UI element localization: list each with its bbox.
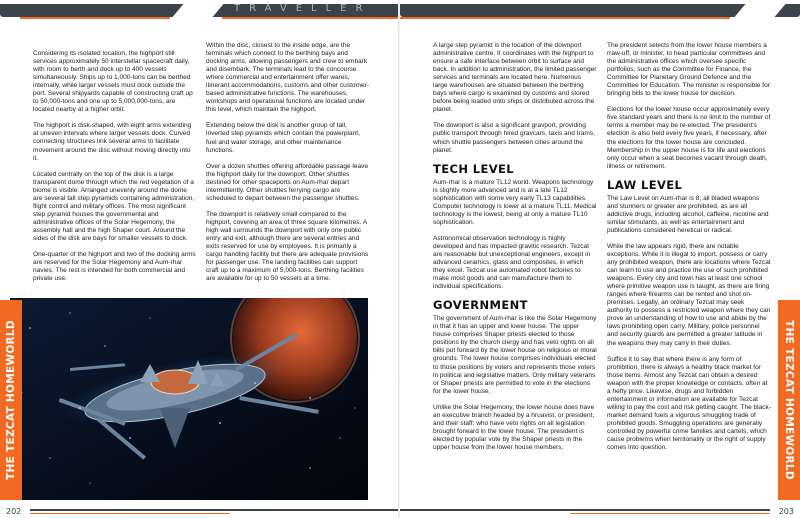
chapter-tab-label: THE TEZCAT HOMEWORLD: [783, 320, 795, 480]
chapter-tab-label: THE TEZCAT HOMEWORLD: [5, 320, 17, 480]
page-number-left: 202: [6, 507, 22, 516]
header-accent-line: [222, 17, 400, 19]
right-page-header: [400, 0, 800, 24]
section-heading-law-level: LAW LEVEL: [607, 177, 683, 192]
footer-accent-line: [570, 513, 770, 514]
space-station-art: [10, 298, 368, 500]
paragraph: The downport is also a significant gravport, providing public transport through hired gravcars, taxis and trams, which shuttle passengers between cities around the planet.: [433, 122, 595, 154]
left-page-column-2: [206, 42, 370, 291]
left-page-column-1: [33, 50, 197, 291]
paragraph: The highport is disk-shaped, with eight arms extending at uneven intervals where larger vessels dock. Curved connecting structures link several arms to facilitate movement around the disc without moving directly into it.: [33, 122, 192, 162]
right-page: [400, 0, 800, 518]
section-heading-government: GOVERNMENT: [433, 298, 528, 313]
paragraph: Over a dozen shuttles offering affordable passage leave the highport daily for the downport. Other shuttles destined for other spaceports on Aum-rhar depart intermittently. Other shuttles ferrying cargo are scheduled to depart between the passenger shuttles.: [206, 162, 369, 202]
paragraph: Unlike the Solar Hegemony, the lower house does have an executive branch headed by a hruavist, or president, and their staff; who have veto rights on all legislation brought forward in the lower house. The president is elected by popular vote by the Shaper priests in the upper house from the lower house members.: [433, 403, 595, 451]
paragraph: Within the disc, closest to the inside edge, are the terminals which connect to the berthing bays and docking arms, allowing passengers and crew to embark and disembark. The terminals lead to the concourse where commercial and entertainment offer wares, itinerant accommodations, customs and other customer-based administrative functions. The warehouses, workshops and operational functions are located under this level, which maintain the highport.: [206, 42, 370, 114]
paragraph: Located centrally on the top of the disk is a large transparent dome through which the red vegetation of a biome is visible. Arranged unevenly around the dome are several tall step pyramids containing administration, flight control and military offices. The most significant step pyramid houses the governmental and administrative offices of the Solar Hegemony, the assembly hall and the high Shaper court. Around the sides of the disk are bays for smaller vessels to dock.: [33, 170, 195, 242]
footer-accent-line: [30, 513, 230, 514]
paragraph: The Law Level on Aum-rhar is 8; all bladed weapons and stunners or greater are prohibited, as are all addictive drugs, including alcohol, caffeine, nicotine and similar stimulants, as well as entertainment and publications considered heretical or radical.: [607, 194, 769, 234]
left-page-footer: [0, 502, 400, 518]
footer-line: [400, 509, 770, 511]
paragraph: The president selects from the lower house members a rraw-uff, or minister, to head particular committees and the administrative offices which oversee specific portfolios, such as the Committee for Finance, the Committee for Planetary Ground Defence and the Committee for Education. The minister is responsible for bringing bills to the lower house for decision.: [607, 42, 770, 98]
left-page-header: [0, 0, 400, 24]
paragraph: Aum-rhar is a mature TL12 world. Weapons technology is slightly more advanced and is at a late TL12 sophistication with some very early TL13 capabilities. Computer technology is lower at a mature TL11. Medical technology is the lowest, being at only a mature TL10 sophistication.: [433, 178, 597, 226]
paragraph: One-quarter of the highport and two of the docking arms are reserved for the Solar Hegemony and Aum-rhar navies. The rest is intended for both commercial and private use.: [33, 251, 196, 283]
header-title: TRAVELLER: [234, 3, 372, 14]
chapter-side-tab-right: [778, 300, 800, 500]
header-accent-line: [400, 17, 730, 19]
paragraph: While the law appears rigid, there are notable exceptions. While it is illegal to import, possess or carry any prohibited weapon, there are locations where Tezcat can learn to use and practice the use of such prohibited weapons. Every city and town has at least one school where primitive weapon use is taught, as there are firing ranges where firearms can be rented and shot on-premises. Legally, an ordinary Tezcat may seek authority to possess a restricted weapon where they can prove an understanding of how to use and abide by the laws prohibiting open carry. Military, police personnel and security guards are permitted a greater latitude in the weapons they may carry in their duties.: [607, 242, 771, 347]
page-number-right: 203: [778, 507, 794, 516]
highport-illustration: [10, 298, 368, 500]
footer-line: [30, 509, 400, 511]
right-page-footer: [400, 502, 800, 518]
paragraph: The downport is relatively small compared to the highport, covering an area of three square kilometres. A high wall surrounds the downport with only one public entry and exit, although there are several entries and exits reserved for use by employees. It is primarily a cargo handling facility but there are adequate provisions for passenger use. The landing facilities can support craft up to a maximum of 5,000-tons. Berthing facilities are available for up to 50 vessels at a time.: [206, 210, 369, 283]
paragraph: Suffice it to say that where there is any form of prohibition, there is always a healthy black market for those items. Almost any Tezcat can obtain a desired weapon with the proper knowledge or contacts, often at a hefty price. Likewise, drugs and forbidden entertainment or information are available for Tezcat willing to pay the cost and risk getting caught. The black-market demand fuels a vigorous smuggling trade of prohibited goods. Smuggling operations are generally controlled by powerful crime families and cartels, which cause problems when territoriality or the right of supply comes into question.: [607, 355, 772, 452]
chapter-side-tab-left: [0, 300, 22, 500]
paragraph: Elections for the lower house occur approximately every five standard years and there is no limit to the number of terms a member may be re-elected. The president's election is also held every five years, if necessary, after the elections for the lower house are concluded. Membership in the upper house is for life and elections only occur when a seat becomes vacant through death, illness or retirement.: [607, 106, 771, 170]
right-page-column-1: [433, 42, 597, 460]
paragraph: Astronomical observation technology is highly developed and has impacted gravitic research. Tezcat are reasonable but unexceptional engineers, except in advanced ceramics, glass and composites, in which they excel. Tezcat use automated robot factories to make most goods and can manufacture them to individual specifications.: [433, 234, 591, 291]
paragraph: Extending below the disk is another group of tall, inverted step pyramids which contain the powerplant, fuel and water storage, and other maintenance functions.: [206, 122, 360, 154]
paragraph: The government of Aum-rhar is like the Solar Hegemony in that it has an upper and lower house. The upper house comprises Shaper priests elected to those positions by the church clergy and has veto rights on all bills put forward by the lower house on religious or moral grounds. The lower house comprises individuals elected to those positions by voters and represents those voters in political and legislative matters. Only military veterans or Shaper priests are permitted to vote in the elections for the lower house.: [433, 315, 597, 395]
paragraph: Considering its isolated location, the highport still services approximately 50 interstellar spacecraft daily, with room to berth and dock up to 400 vessels simultaneously. Ships up to 1,000-tons can be berthed internally, while larger vessels must dock outside the port. Several shipyards capable of constructing craft up to 50,000-tons and one up to 5,000,000-tons, are located nearby at a higher orbit.: [33, 50, 193, 114]
header-accent-line: [20, 17, 170, 19]
paragraph: A large step pyramid is the location of the downport administrative centre. It coordinates with the highport to ensure a safe interface between orbit to surface and back. In addition to administration, the limited passenger services and terminals are located here. Numerous large warehouses are situated between the berthing bays where cargo is examined by customs and stored before being loaded onto ships or distributed across the planet.: [433, 42, 597, 114]
right-page-column-2: [607, 42, 771, 460]
section-heading-tech-level: TECH LEVEL: [433, 161, 515, 176]
